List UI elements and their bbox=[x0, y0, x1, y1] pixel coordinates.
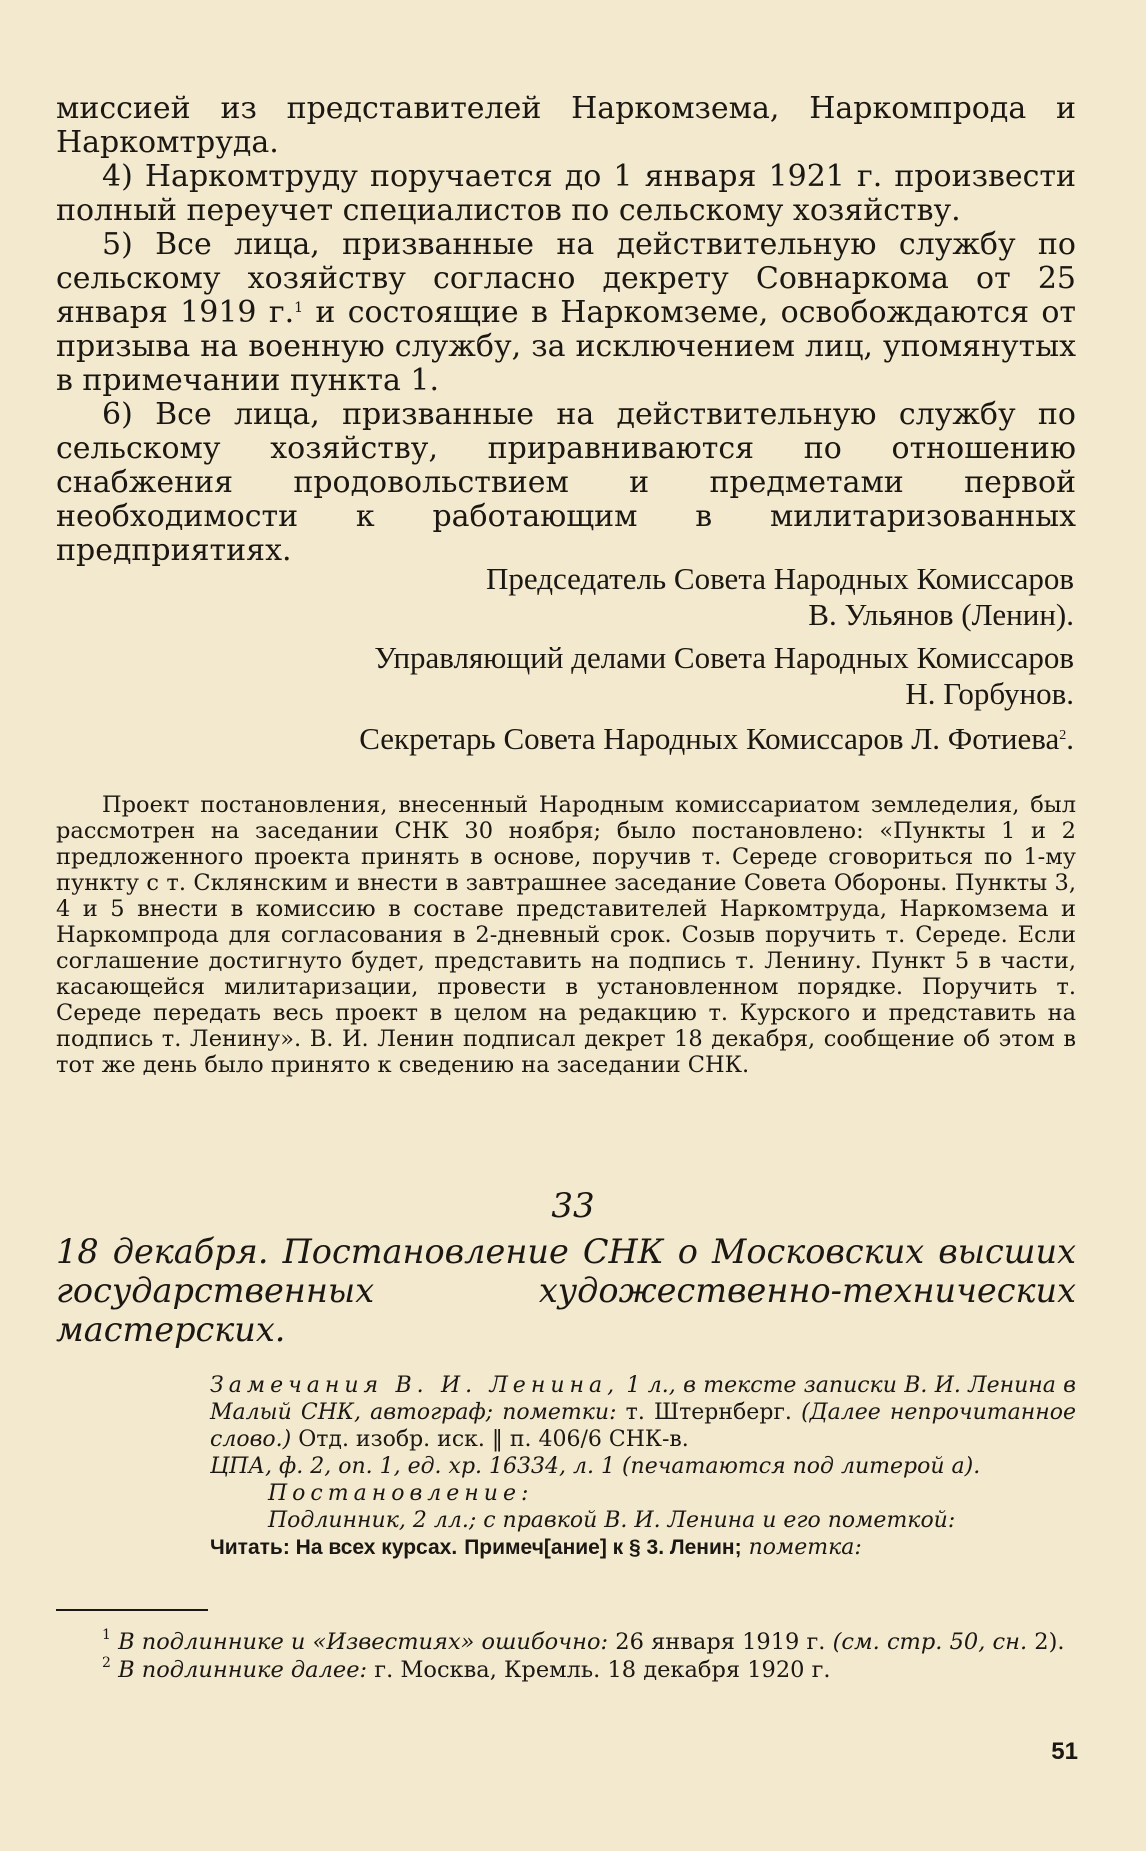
editorial-note bbox=[56, 792, 1076, 1078]
chair-name: В. Ульянов (Ленин). bbox=[808, 597, 1074, 632]
main-text bbox=[56, 92, 1076, 568]
editorial-note-text: Проект постановления, внесенный Народным комиссариатом земледелия, был рассмотрен на заседании СНК 30 ноября; было постановлено: «Пункты 1 и 2 предложенного проекта принять в основе, поручив т. Середе сговориться по 1-му пункту с т. Склянским и внести в завтрашнее заседание Совета Обороны. Пункты 3, 4 и 5 внести в комиссию в составе представителей Наркомтруда, Наркомзема и Наркомпрода для согласования в 2-дневный срок. Созыв поручить т. Середе. Если соглашение достигнуто будет, представить на подпись т. Ленину. Пункт 5 в части, касающейся милитаризации, провести в установленном порядке. Поручить т. Середе передать весь проект в целом на редакцию т. Курского и представить на подпись т. Ленину». В. И. Ленин подписал декрет 18 декабря, сообщение об этом в тот же день было принято к сведению на заседании СНК. bbox=[56, 792, 1076, 1078]
source-text-3: (Далее непрочитанное слово.) bbox=[210, 1400, 1076, 1452]
document-title: 18 декабря. Постановление СНК о Московских высших государственных художественно-технических мастерских. bbox=[56, 1232, 1076, 1349]
paragraph-5 bbox=[56, 228, 1076, 398]
signature-secretary bbox=[359, 721, 1074, 757]
paragraph-5-a: 5) Все лица, призванные на действительную службу по сельскому хозяйству согласно декрету Совнаркома от 25 января 1919 г. bbox=[56, 227, 1076, 330]
manager-name: Н. Горбунов. bbox=[905, 676, 1074, 711]
source-heading-remarks: Замечания В. И. Ленина, bbox=[210, 1373, 620, 1398]
secretary-end: . bbox=[1066, 721, 1074, 756]
footnote-1 bbox=[56, 1628, 1076, 1656]
chair-title: Председатель Совета Народных Комиссаров bbox=[486, 561, 1074, 596]
footnote-ref-1: 1 bbox=[294, 300, 304, 316]
footnote-1-c: (см. стр. 50, сн. bbox=[825, 1629, 1028, 1655]
footnote-divider bbox=[56, 1609, 208, 1611]
footnote-ref-2: 2 bbox=[1059, 728, 1067, 743]
footnote-1-a: В подлиннике и «Известиях» ошибочно: bbox=[110, 1629, 609, 1655]
footnote-2-b: г. Москва, Кремль. 18 декабря 1920 г. bbox=[367, 1657, 831, 1683]
source-bold-2: Примеч[ание] bbox=[464, 1536, 607, 1559]
document-number: 33 bbox=[551, 1186, 595, 1226]
source-bold-3: к § 3. Ленин; bbox=[606, 1536, 742, 1559]
paragraph-5-b: и состоящие в Наркомземе, освобождаются от призыва на военную службу, за исключением лиц, упомянутых в примечании пункта 1. bbox=[56, 295, 1077, 398]
footnote-1-d: 2). bbox=[1027, 1629, 1065, 1655]
source-line-2: ЦПА, ф. 2, оп. 1, ед. хр. 16334, л. 1 (печатаются под литерой а). bbox=[210, 1454, 981, 1479]
footnote-2 bbox=[56, 1656, 1076, 1684]
footnote-1-marker: 1 bbox=[102, 1627, 111, 1643]
page-number: 51 bbox=[1051, 1738, 1078, 1765]
source-line-3 bbox=[210, 1480, 1076, 1507]
source-bold-1: Читать: На всех курсах. bbox=[210, 1536, 458, 1559]
paragraph-continued: миссией из представителей Наркомзема, Наркомпрода и Наркомтруда. bbox=[56, 91, 1076, 160]
source-notes bbox=[210, 1372, 1076, 1561]
signature-chair bbox=[486, 561, 1074, 633]
footnote-2-a: В подлиннике далее: bbox=[110, 1657, 368, 1683]
source-text-4: Отд. изобр. иск. ‖ п. 406/6 СНК-в. bbox=[291, 1427, 689, 1452]
paragraph-6: 6) Все лица, призванные на действительную службу по сельскому хозяйству, приравниваются по отношению снабжения продовольствием и предметами первой необходимости к работающим в милитаризованных предприятиях. bbox=[56, 397, 1076, 568]
source-line-4: Подлинник, 2 лл.; с правкой В. И. Ленина и его пометкой: bbox=[268, 1508, 956, 1533]
manager-title: Управляющий делами Совета Народных Комиссаров bbox=[374, 640, 1074, 675]
source-heading-resolution: Постановление: bbox=[268, 1481, 534, 1506]
source-text-2: т. Штернберг. bbox=[616, 1400, 792, 1425]
source-line-5 bbox=[210, 1534, 1076, 1561]
signature-manager bbox=[374, 640, 1074, 712]
source-line-1 bbox=[210, 1372, 1076, 1453]
source-text-5: пометка: bbox=[741, 1535, 862, 1560]
footnote-1-b: 26 января 1919 г. bbox=[608, 1629, 826, 1655]
secretary-line: Секретарь Совета Народных Комиссаров Л. Фотиева bbox=[359, 721, 1060, 756]
footnotes bbox=[56, 1628, 1076, 1684]
footnote-2-marker: 2 bbox=[102, 1655, 111, 1671]
source-text-1: 1 л., в тексте записки В. И. Ленина в Малый СНК, автограф; пометки: bbox=[210, 1373, 1076, 1425]
paragraph-4: 4) Наркомтруду поручается до 1 января 1921 г. произвести полный переучет специалистов по сельскому хозяйству. bbox=[56, 159, 1076, 228]
